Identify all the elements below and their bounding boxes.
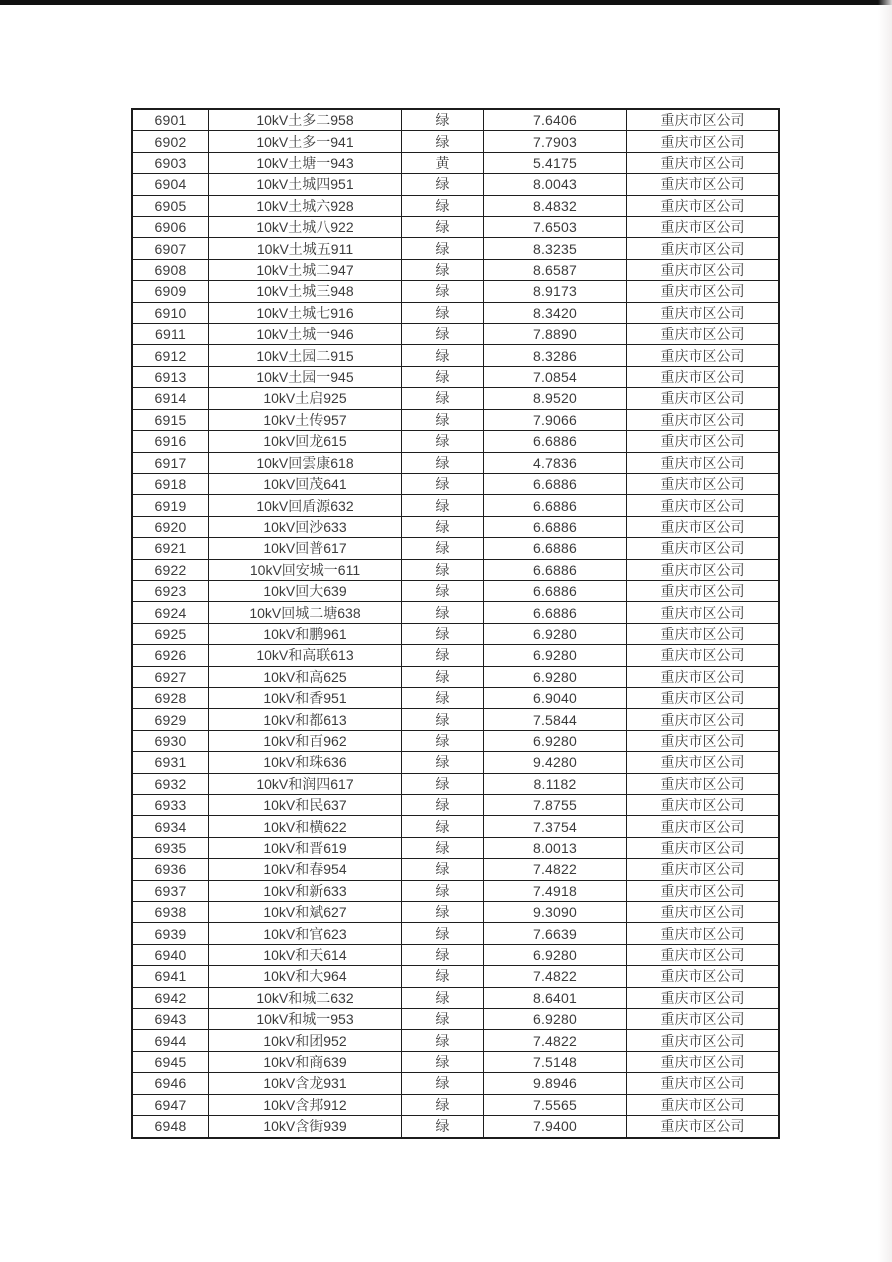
status-cell: 绿: [402, 388, 484, 409]
row-id-cell: 6932: [132, 773, 209, 794]
feeder-name-cell: 10kV回龙615: [209, 431, 402, 452]
value-cell: 7.4822: [484, 859, 627, 880]
feeder-name-cell: 10kV和横622: [209, 816, 402, 837]
feeder-table: [131, 108, 780, 1139]
row-id-cell: 6919: [132, 495, 209, 516]
feeder-name-cell: 10kV回普617: [209, 538, 402, 559]
row-id-cell: 6907: [132, 238, 209, 259]
status-cell: 绿: [402, 816, 484, 837]
company-cell: 重庆市区公司: [627, 302, 780, 323]
table-row: [132, 859, 779, 880]
value-cell: 8.6587: [484, 259, 627, 280]
status-cell: 绿: [402, 366, 484, 387]
company-cell: 重庆市区公司: [627, 687, 780, 708]
company-cell: 重庆市区公司: [627, 709, 780, 730]
value-cell: 6.6886: [484, 538, 627, 559]
status-cell: 绿: [402, 302, 484, 323]
right-edge-shade: [878, 0, 892, 1262]
row-id-cell: 6906: [132, 217, 209, 238]
value-cell: 8.4832: [484, 195, 627, 216]
value-cell: 7.8755: [484, 795, 627, 816]
table-row: [132, 709, 779, 730]
feeder-name-cell: 10kV和鹏961: [209, 623, 402, 644]
row-id-cell: 6912: [132, 345, 209, 366]
status-cell: 绿: [402, 709, 484, 730]
company-cell: 重庆市区公司: [627, 131, 780, 152]
feeder-name-cell: 10kV和百962: [209, 730, 402, 751]
row-id-cell: 6901: [132, 109, 209, 131]
table-row: [132, 281, 779, 302]
company-cell: 重庆市区公司: [627, 966, 780, 987]
value-cell: 7.0854: [484, 366, 627, 387]
feeder-name-cell: 10kV回安城一611: [209, 559, 402, 580]
table-row: [132, 923, 779, 944]
company-cell: 重庆市区公司: [627, 623, 780, 644]
row-id-cell: 6941: [132, 966, 209, 987]
value-cell: 8.3420: [484, 302, 627, 323]
feeder-name-cell: 10kV土多一941: [209, 131, 402, 152]
value-cell: 7.6406: [484, 109, 627, 131]
status-cell: 绿: [402, 217, 484, 238]
row-id-cell: 6942: [132, 987, 209, 1008]
row-id-cell: 6943: [132, 1009, 209, 1030]
status-cell: 绿: [402, 259, 484, 280]
status-cell: 绿: [402, 923, 484, 944]
table-row: [132, 623, 779, 644]
table-row: [132, 195, 779, 216]
table-row: [132, 795, 779, 816]
row-id-cell: 6905: [132, 195, 209, 216]
value-cell: 6.6886: [484, 559, 627, 580]
company-cell: 重庆市区公司: [627, 1009, 780, 1030]
table-row: [132, 109, 779, 131]
company-cell: 重庆市区公司: [627, 495, 780, 516]
status-cell: 绿: [402, 431, 484, 452]
feeder-name-cell: 10kV和新633: [209, 880, 402, 901]
table-row: [132, 987, 779, 1008]
row-id-cell: 6927: [132, 666, 209, 687]
row-id-cell: 6928: [132, 687, 209, 708]
company-cell: 重庆市区公司: [627, 752, 780, 773]
status-cell: 绿: [402, 902, 484, 923]
value-cell: 6.9280: [484, 1009, 627, 1030]
row-id-cell: 6930: [132, 730, 209, 751]
table-row: [132, 152, 779, 173]
company-cell: 重庆市区公司: [627, 902, 780, 923]
value-cell: 8.0043: [484, 174, 627, 195]
company-cell: 重庆市区公司: [627, 666, 780, 687]
status-cell: 绿: [402, 195, 484, 216]
value-cell: 8.0013: [484, 837, 627, 858]
company-cell: 重庆市区公司: [627, 238, 780, 259]
status-cell: 绿: [402, 1094, 484, 1115]
status-cell: 绿: [402, 174, 484, 195]
feeder-name-cell: 10kV回茂641: [209, 473, 402, 494]
status-cell: 绿: [402, 837, 484, 858]
status-cell: 绿: [402, 687, 484, 708]
table-row: [132, 238, 779, 259]
company-cell: 重庆市区公司: [627, 388, 780, 409]
table-row: [132, 345, 779, 366]
feeder-name-cell: 10kV和城一953: [209, 1009, 402, 1030]
table-row: [132, 1116, 779, 1138]
feeder-name-cell: 10kV土城六928: [209, 195, 402, 216]
row-id-cell: 6946: [132, 1073, 209, 1094]
table-row: [132, 687, 779, 708]
row-id-cell: 6902: [132, 131, 209, 152]
feeder-name-cell: 10kV和民637: [209, 795, 402, 816]
status-cell: 绿: [402, 623, 484, 644]
value-cell: 7.6503: [484, 217, 627, 238]
feeder-name-cell: 10kV土城二947: [209, 259, 402, 280]
status-cell: 绿: [402, 859, 484, 880]
status-cell: 绿: [402, 324, 484, 345]
row-id-cell: 6938: [132, 902, 209, 923]
value-cell: 6.6886: [484, 580, 627, 601]
table-row: [132, 666, 779, 687]
value-cell: 8.9520: [484, 388, 627, 409]
table-row: [132, 966, 779, 987]
value-cell: 7.5148: [484, 1051, 627, 1072]
row-id-cell: 6920: [132, 516, 209, 537]
company-cell: 重庆市区公司: [627, 174, 780, 195]
status-cell: 绿: [402, 1009, 484, 1030]
value-cell: 8.3235: [484, 238, 627, 259]
status-cell: 绿: [402, 987, 484, 1008]
value-cell: 9.4280: [484, 752, 627, 773]
value-cell: 7.7903: [484, 131, 627, 152]
status-cell: 绿: [402, 452, 484, 473]
feeder-name-cell: 10kV土城一946: [209, 324, 402, 345]
table-row: [132, 773, 779, 794]
row-id-cell: 6922: [132, 559, 209, 580]
table-row: [132, 816, 779, 837]
company-cell: 重庆市区公司: [627, 1116, 780, 1138]
status-cell: 黄: [402, 152, 484, 173]
top-edge-bar: [0, 0, 892, 5]
status-cell: 绿: [402, 773, 484, 794]
feeder-name-cell: 10kV和珠636: [209, 752, 402, 773]
status-cell: 绿: [402, 580, 484, 601]
value-cell: 4.7836: [484, 452, 627, 473]
row-id-cell: 6947: [132, 1094, 209, 1115]
table-row: [132, 944, 779, 965]
table-row: [132, 1030, 779, 1051]
table-row: [132, 259, 779, 280]
row-id-cell: 6923: [132, 580, 209, 601]
value-cell: 7.6639: [484, 923, 627, 944]
row-id-cell: 6944: [132, 1030, 209, 1051]
value-cell: 6.9280: [484, 645, 627, 666]
company-cell: 重庆市区公司: [627, 795, 780, 816]
value-cell: 8.3286: [484, 345, 627, 366]
feeder-name-cell: 10kV含龙931: [209, 1073, 402, 1094]
company-cell: 重庆市区公司: [627, 431, 780, 452]
row-id-cell: 6933: [132, 795, 209, 816]
feeder-name-cell: 10kV土城八922: [209, 217, 402, 238]
status-cell: 绿: [402, 1116, 484, 1138]
row-id-cell: 6925: [132, 623, 209, 644]
company-cell: 重庆市区公司: [627, 217, 780, 238]
row-id-cell: 6948: [132, 1116, 209, 1138]
feeder-name-cell: 10kV和香951: [209, 687, 402, 708]
table-row: [132, 1009, 779, 1030]
table-row: [132, 324, 779, 345]
table-row: [132, 431, 779, 452]
company-cell: 重庆市区公司: [627, 645, 780, 666]
status-cell: 绿: [402, 752, 484, 773]
company-cell: 重庆市区公司: [627, 366, 780, 387]
value-cell: 9.8946: [484, 1073, 627, 1094]
table-row: [132, 516, 779, 537]
table-row: [132, 1073, 779, 1094]
row-id-cell: 6915: [132, 409, 209, 430]
value-cell: 8.1182: [484, 773, 627, 794]
row-id-cell: 6936: [132, 859, 209, 880]
row-id-cell: 6945: [132, 1051, 209, 1072]
table-row: [132, 837, 779, 858]
company-cell: 重庆市区公司: [627, 345, 780, 366]
row-id-cell: 6935: [132, 837, 209, 858]
status-cell: 绿: [402, 730, 484, 751]
status-cell: 绿: [402, 1030, 484, 1051]
company-cell: 重庆市区公司: [627, 880, 780, 901]
table-row: [132, 538, 779, 559]
feeder-name-cell: 10kV和都613: [209, 709, 402, 730]
feeder-name-cell: 10kV和天614: [209, 944, 402, 965]
feeder-name-cell: 10kV含邦912: [209, 1094, 402, 1115]
row-id-cell: 6908: [132, 259, 209, 280]
company-cell: 重庆市区公司: [627, 1094, 780, 1115]
row-id-cell: 6918: [132, 473, 209, 494]
row-id-cell: 6929: [132, 709, 209, 730]
value-cell: 6.9040: [484, 687, 627, 708]
company-cell: 重庆市区公司: [627, 1051, 780, 1072]
value-cell: 6.6886: [484, 431, 627, 452]
value-cell: 6.6886: [484, 473, 627, 494]
row-id-cell: 6913: [132, 366, 209, 387]
table-row: [132, 473, 779, 494]
row-id-cell: 6903: [132, 152, 209, 173]
status-cell: 绿: [402, 645, 484, 666]
value-cell: 7.5565: [484, 1094, 627, 1115]
row-id-cell: 6937: [132, 880, 209, 901]
table-row: [132, 452, 779, 473]
feeder-name-cell: 10kV土城三948: [209, 281, 402, 302]
feeder-name-cell: 10kV土城四951: [209, 174, 402, 195]
company-cell: 重庆市区公司: [627, 152, 780, 173]
row-id-cell: 6921: [132, 538, 209, 559]
company-cell: 重庆市区公司: [627, 859, 780, 880]
feeder-name-cell: 10kV土城五911: [209, 238, 402, 259]
table-row: [132, 409, 779, 430]
value-cell: 7.5844: [484, 709, 627, 730]
row-id-cell: 6926: [132, 645, 209, 666]
table-row: [132, 752, 779, 773]
company-cell: 重庆市区公司: [627, 773, 780, 794]
feeder-name-cell: 10kV和团952: [209, 1030, 402, 1051]
feeder-name-cell: 10kV回城二塘638: [209, 602, 402, 623]
company-cell: 重庆市区公司: [627, 1030, 780, 1051]
value-cell: 6.9280: [484, 666, 627, 687]
value-cell: 7.3754: [484, 816, 627, 837]
table-row: [132, 1051, 779, 1072]
table-row: [132, 559, 779, 580]
row-id-cell: 6911: [132, 324, 209, 345]
value-cell: 7.9066: [484, 409, 627, 430]
status-cell: 绿: [402, 238, 484, 259]
table-row: [132, 174, 779, 195]
company-cell: 重庆市区公司: [627, 409, 780, 430]
table-row: [132, 902, 779, 923]
status-cell: 绿: [402, 1051, 484, 1072]
status-cell: 绿: [402, 880, 484, 901]
feeder-name-cell: 10kV土传957: [209, 409, 402, 430]
row-id-cell: 6940: [132, 944, 209, 965]
feeder-name-cell: 10kV和大964: [209, 966, 402, 987]
table-row: [132, 302, 779, 323]
table-row: [132, 730, 779, 751]
row-id-cell: 6939: [132, 923, 209, 944]
feeder-name-cell: 10kV土多二958: [209, 109, 402, 131]
value-cell: 7.4918: [484, 880, 627, 901]
row-id-cell: 6909: [132, 281, 209, 302]
company-cell: 重庆市区公司: [627, 987, 780, 1008]
value-cell: 8.6401: [484, 987, 627, 1008]
company-cell: 重庆市区公司: [627, 516, 780, 537]
company-cell: 重庆市区公司: [627, 559, 780, 580]
row-id-cell: 6904: [132, 174, 209, 195]
table-row: [132, 131, 779, 152]
table-row: [132, 602, 779, 623]
status-cell: 绿: [402, 345, 484, 366]
table-row: [132, 645, 779, 666]
feeder-name-cell: 10kV和春954: [209, 859, 402, 880]
company-cell: 重庆市区公司: [627, 259, 780, 280]
table-row: [132, 495, 779, 516]
company-cell: 重庆市区公司: [627, 580, 780, 601]
value-cell: 6.9280: [484, 623, 627, 644]
feeder-name-cell: 10kV和斌627: [209, 902, 402, 923]
status-cell: 绿: [402, 131, 484, 152]
feeder-name-cell: 10kV和高625: [209, 666, 402, 687]
row-id-cell: 6924: [132, 602, 209, 623]
feeder-name-cell: 10kV土塘一943: [209, 152, 402, 173]
feeder-name-cell: 10kV和晋619: [209, 837, 402, 858]
feeder-name-cell: 10kV回雲康618: [209, 452, 402, 473]
feeder-name-cell: 10kV和商639: [209, 1051, 402, 1072]
value-cell: 5.4175: [484, 152, 627, 173]
status-cell: 绿: [402, 602, 484, 623]
status-cell: 绿: [402, 495, 484, 516]
company-cell: 重庆市区公司: [627, 816, 780, 837]
status-cell: 绿: [402, 559, 484, 580]
company-cell: 重庆市区公司: [627, 1073, 780, 1094]
feeder-name-cell: 10kV含街939: [209, 1116, 402, 1138]
row-id-cell: 6916: [132, 431, 209, 452]
company-cell: 重庆市区公司: [627, 944, 780, 965]
value-cell: 6.9280: [484, 944, 627, 965]
company-cell: 重庆市区公司: [627, 473, 780, 494]
status-cell: 绿: [402, 538, 484, 559]
status-cell: 绿: [402, 409, 484, 430]
company-cell: 重庆市区公司: [627, 324, 780, 345]
company-cell: 重庆市区公司: [627, 281, 780, 302]
feeder-name-cell: 10kV和高联613: [209, 645, 402, 666]
feeder-name-cell: 10kV土园一945: [209, 366, 402, 387]
company-cell: 重庆市区公司: [627, 538, 780, 559]
value-cell: 6.6886: [484, 602, 627, 623]
feeder-name-cell: 10kV土园二915: [209, 345, 402, 366]
value-cell: 7.4822: [484, 1030, 627, 1051]
status-cell: 绿: [402, 966, 484, 987]
status-cell: 绿: [402, 944, 484, 965]
feeder-name-cell: 10kV土启925: [209, 388, 402, 409]
table-row: [132, 217, 779, 238]
feeder-table-body: [132, 109, 779, 1138]
status-cell: 绿: [402, 109, 484, 131]
status-cell: 绿: [402, 795, 484, 816]
feeder-name-cell: 10kV回大639: [209, 580, 402, 601]
feeder-name-cell: 10kV回沙633: [209, 516, 402, 537]
company-cell: 重庆市区公司: [627, 195, 780, 216]
value-cell: 7.9400: [484, 1116, 627, 1138]
row-id-cell: 6917: [132, 452, 209, 473]
table-container: [131, 108, 762, 1139]
company-cell: 重庆市区公司: [627, 730, 780, 751]
table-row: [132, 580, 779, 601]
row-id-cell: 6931: [132, 752, 209, 773]
table-row: [132, 1094, 779, 1115]
company-cell: 重庆市区公司: [627, 452, 780, 473]
row-id-cell: 6914: [132, 388, 209, 409]
company-cell: 重庆市区公司: [627, 109, 780, 131]
value-cell: 6.6886: [484, 495, 627, 516]
value-cell: 7.8890: [484, 324, 627, 345]
status-cell: 绿: [402, 516, 484, 537]
table-row: [132, 366, 779, 387]
value-cell: 7.4822: [484, 966, 627, 987]
status-cell: 绿: [402, 1073, 484, 1094]
company-cell: 重庆市区公司: [627, 837, 780, 858]
table-row: [132, 388, 779, 409]
feeder-name-cell: 10kV土城七916: [209, 302, 402, 323]
value-cell: 8.9173: [484, 281, 627, 302]
company-cell: 重庆市区公司: [627, 602, 780, 623]
status-cell: 绿: [402, 473, 484, 494]
company-cell: 重庆市区公司: [627, 923, 780, 944]
feeder-name-cell: 10kV回盾源632: [209, 495, 402, 516]
table-row: [132, 880, 779, 901]
feeder-name-cell: 10kV和城二632: [209, 987, 402, 1008]
status-cell: 绿: [402, 281, 484, 302]
status-cell: 绿: [402, 666, 484, 687]
value-cell: 9.3090: [484, 902, 627, 923]
feeder-name-cell: 10kV和官623: [209, 923, 402, 944]
value-cell: 6.6886: [484, 516, 627, 537]
row-id-cell: 6910: [132, 302, 209, 323]
value-cell: 6.9280: [484, 730, 627, 751]
row-id-cell: 6934: [132, 816, 209, 837]
feeder-name-cell: 10kV和润四617: [209, 773, 402, 794]
